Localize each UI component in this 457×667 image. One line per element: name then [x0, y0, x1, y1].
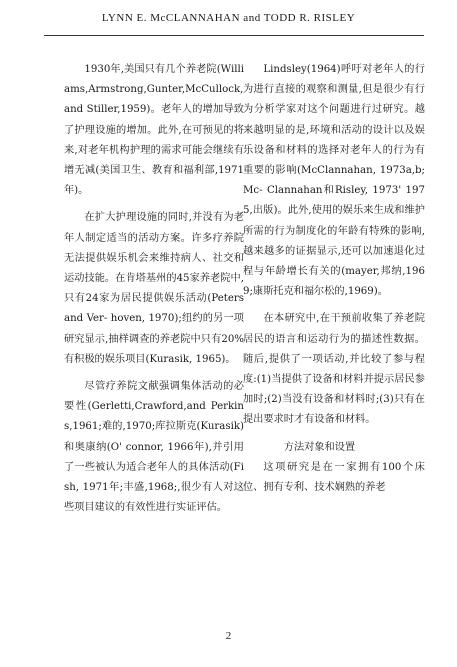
body-paragraph: 在扩大护理设施的同时,并没有为老年人制定适当的活动方案。许多疗养院无法提供娱乐机会来维持病人、社交和运动技能。在肯塔基州的45家养老院中,只有24家为居民提供娱乐活动(Peters and Ver- hoven, 1970);纽约的另一项研究显示,抽样调查的养老院中只有20%有积极的娱乐项目(Kurasik, 1965)。 [64, 212, 244, 365]
body-paragraph: 尽管疗养院文献强调集体活动的必要性(Gerletti,Crawford,and Perkins,1961;难的,1970;库拉斯克(Kurasik)和奥康纳(O' connor, 1966年),并引用了一些被认为适合老年人的具体活动(Fish, 1971年;丰盛,1968;,很少有人对这些项目建议的有效性进行实证评估。 [64, 381, 244, 514]
body-paragraph: 在本研究中,在干预前收集了养老院居民的语言和运动行为的描述性数据。随后,提供了一项话动,并比较了参与程度:(1)当提供了设备和材料并提示居民参加时;(2)当没有设备和材料时;(3)只有在提出要求时才有设备和材料。 [243, 313, 425, 426]
body-paragraph: Lindsley(1964)呼吁对老年人的行为进行直接的观察和测量,但是很少有行为分析学家对这个问题进行过研究。越来越明显的是,环境和活动的设计以及娱乐设备和材料的选择对老年人的行为有重要的影响(McClannahan, 1973a,b;Mc- Clannahan和Risley, 1973' 1975,出版)。此外,使用的娱乐来生成和维护所需的行为制度化的年龄有特殊的影响,越来越多的证据显示,还可以加速退化过程与年龄增长有关的(mayer,邦纳,1969;康斯托克和福尔松的,1969)。 [243, 64, 425, 298]
body-paragraph: 这项研究是在一家拥有100个床位、拥有专利、技术娴熟的养老 [243, 461, 425, 494]
running-head: LYNN E. McCLANNAHAN and TODD R. RISLEY [101, 12, 356, 24]
body-paragraph: 1930年,美国只有几个养老院(Williams,Armstrong,Gunter,McCullock,and Stiller,1959)。老年人的增加导致了护理设施的增加。此外,在可预见的将来,对老年机构护理的需求可能会继续有增无减(美国卫生、教育和福利部,1971年)。 [64, 64, 244, 197]
left-column [64, 60, 244, 525]
right-column [243, 60, 425, 505]
page-number: 2 [225, 630, 232, 642]
header-rule [44, 35, 424, 36]
section-heading: 方法对象和设置 [283, 441, 356, 453]
